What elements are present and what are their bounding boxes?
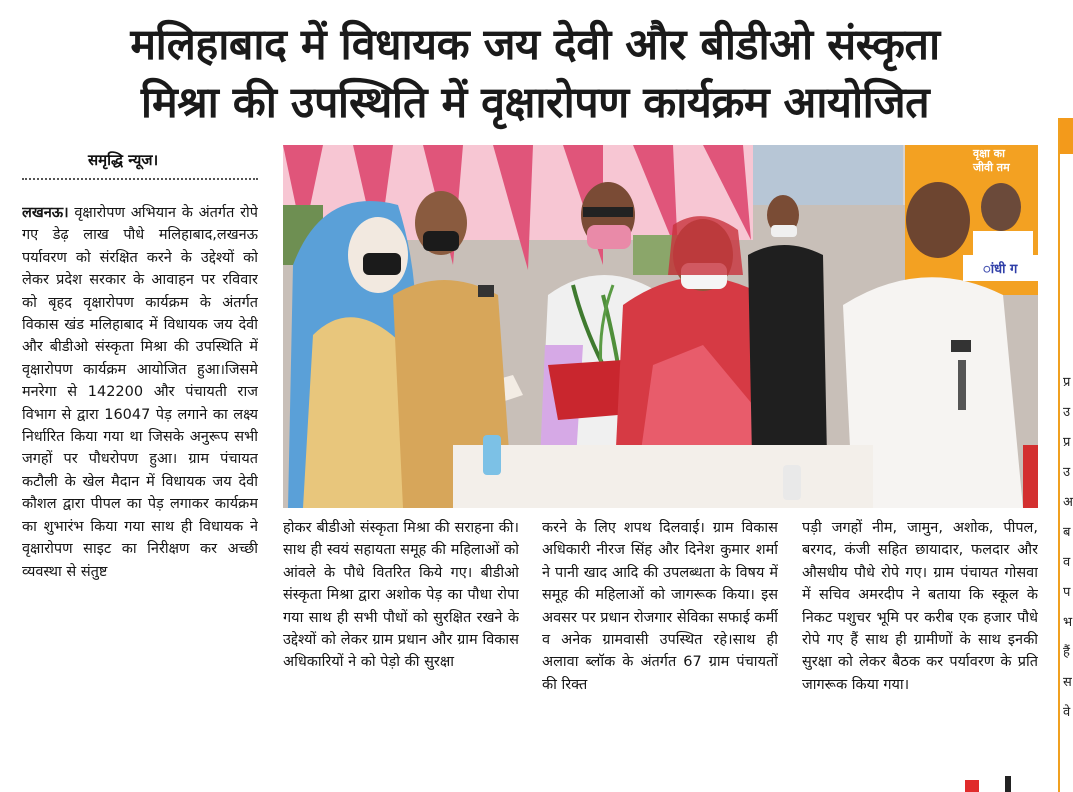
banner-text-2: जीवी तम bbox=[973, 161, 1010, 174]
article-photo bbox=[283, 145, 1038, 508]
byline-divider bbox=[22, 178, 258, 180]
adjacent-header-bar bbox=[1060, 118, 1073, 154]
adjacent-article-strip bbox=[1058, 118, 1073, 792]
article-column-2: होकर बीडीओ संस्कृता मिश्रा की सराहना की।साथ ही स्वयं सहायता समूह की महिलाओं को आंवले के पौधे वितरित किये गए। बीडीओ संस्कृता मिश्रा द्वारा अशोक पेड़ का पौधा रोपा गया साथ ही सभी पौधों को सुरक्षित रखने के उद्देश्यों को लेकर ग्राम प्रधान और ग्राम विकास अधिकारियों ने को पेड़ो की सुरक्षा bbox=[283, 520, 519, 671]
banner-text-3: ांधी ग bbox=[983, 262, 1018, 277]
column-1-text: वृक्षारोपण अभियान के अंतर्गत रोपे गए डेढ़ लाख पौधे मलिहाबाद,लखनऊ पर्यावरण को संरक्षित करने के उद्देश्यों को लेकर प्रदेश सरकार के आवाहन पर रविवार को बृहद वृक्षारोपण कार्यक्रम के अंतर्गत विकास खंड मलिहाबाद में विधायक जय देवी और बीडीओ संस्कृता मिश्रा की उपस्थिति में वृक्षारोपण कार्यक्रम आयोजित हुआ।जिसमे मनरेगा से 142200 और पंचायती राज विभाग से द्वारा 16047 पेड़ लगाने का लक्ष्य निर्धारित किया गया था जिसके अनुरूप सभी जगहों पर पौधरोपण हुआ। ग्राम पंचायत कटौली के खेल मैदान में विधायक जय देवी कौशल द्वारा पीपल का पेड़ लगाकर कार्यक्रम का शुभारंभ किया गया साथ ही विधायक ने वृक्षारोपण साइट का निरीक्षण कर अच्छी व्यवस्था से संतुष्ट bbox=[22, 205, 258, 580]
banner-text-1: वृक्षा का bbox=[973, 147, 1005, 160]
byline: समृद्धि न्यूज। bbox=[88, 151, 159, 169]
article-column-3: करने के लिए शपथ दिलवाई। ग्राम विकास अधिकारी नीरज सिंह और दिनेश कुमार शर्मा ने पानी खाद आदि की उपलब्धता के विषय में समूह की महिलाओं को जागरूक किया। इस अवसर पर प्रधान रोजगार सेविका सफाई कर्मी व अनेक ग्रामवासी उपस्थित रहे।साथ ही अलावा ब्लॉक के अंतर्गत 67 ग्राम पंचायतों की रिक्त bbox=[542, 520, 778, 693]
headline bbox=[20, 16, 1050, 132]
dateline: लखनऊ। bbox=[22, 205, 69, 221]
headline-line-1: मलिहाबाद में विधायक जय देवी और बीडीओ संस्कृता bbox=[130, 20, 940, 70]
article-column-1 bbox=[22, 202, 258, 752]
article-column-4: पड़ी जगहों नीम, जामुन, अशोक, पीपल, बरगद, कंजी सहित छायादार, फलदार और औसधीय पौधे रोपे गए। ग्राम पंचायत गोसवा में सचिव अमरदीप ने बताया कि स्कूल के निकट पशुचर भूमि पर करीब एक हजार पौधे रोपे गए हैं साथ ही ग्रामीणों के साथ इनकी सुरक्षा को लेकर बैठक कर पर्यावरण के प्रति जागरूक किया गया। bbox=[802, 520, 1038, 693]
page-footer-mark bbox=[965, 772, 1025, 792]
adjacent-article-text: प्र उ प्र उ अ ब व प भ हैं स वे bbox=[1063, 375, 1073, 720]
headline-line-2: मिश्रा की उपस्थिति में वृक्षारोपण कार्यक्रम आयोजित bbox=[140, 78, 930, 128]
